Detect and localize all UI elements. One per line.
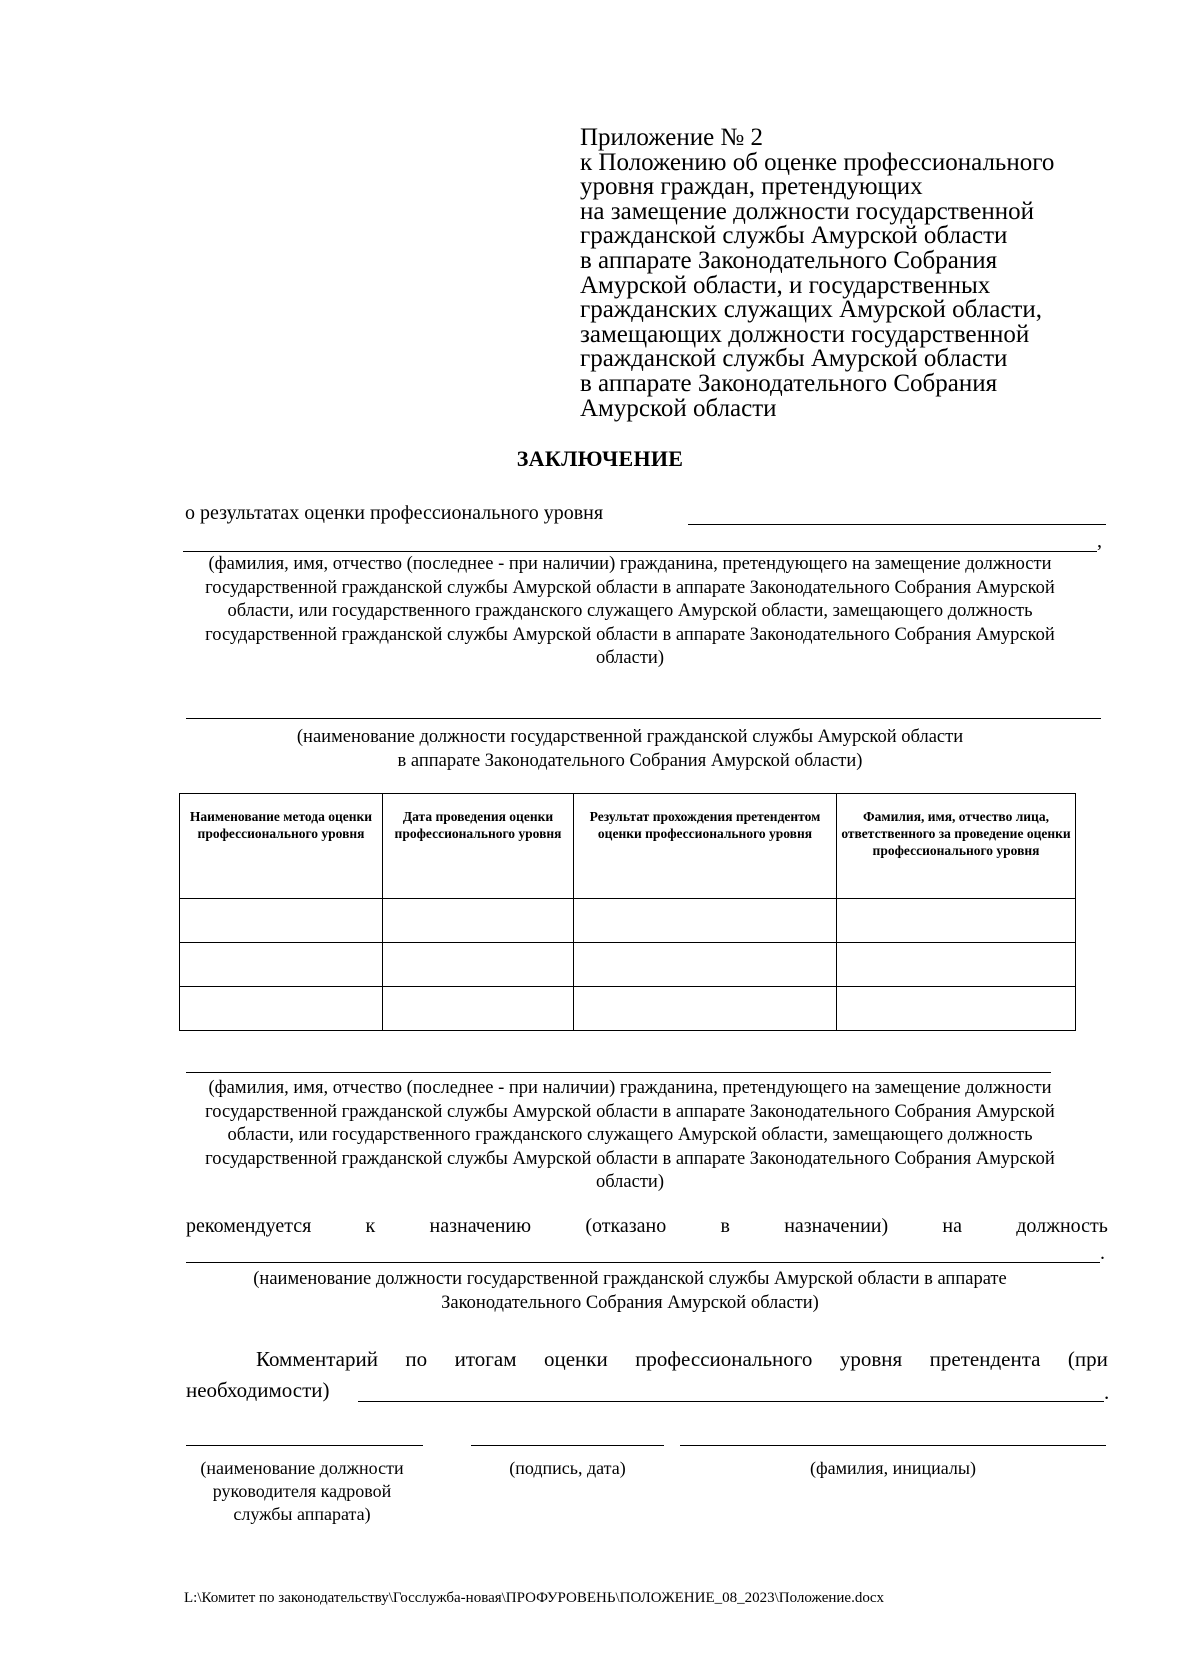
table-cell[interactable] bbox=[383, 943, 574, 987]
signatory-position-caption bbox=[182, 1457, 422, 1526]
caption-line: в аппарате Законодательного Собрания Амурской области) bbox=[397, 750, 863, 771]
table-cell[interactable] bbox=[180, 943, 383, 987]
appendix-line: Амурской области bbox=[580, 394, 777, 422]
caption-line: (наименование должности государственной гражданской службы Амурской области bbox=[296, 727, 964, 747]
comment-word: Комментарий bbox=[256, 1347, 378, 1371]
caption-line: области, или государственного гражданского служащего Амурской области, замещающего должность bbox=[227, 1125, 1033, 1145]
candidate-caption-top bbox=[160, 553, 1100, 671]
signatory-name-line[interactable] bbox=[680, 1445, 1106, 1446]
comment-line bbox=[256, 1347, 1108, 1372]
table-cell[interactable] bbox=[837, 943, 1076, 987]
table-row bbox=[180, 987, 1076, 1031]
candidate-name-field-line-2[interactable] bbox=[183, 551, 1097, 552]
recommendation-line bbox=[186, 1215, 1108, 1238]
caption-line: Законодательного Собрания Амурской области) bbox=[441, 1292, 819, 1313]
appendix-line: к Положению об оценке профессионального bbox=[580, 148, 1055, 176]
candidate-name-field-line[interactable] bbox=[688, 524, 1106, 525]
table-row bbox=[180, 899, 1076, 943]
trailing-comma: , bbox=[1097, 530, 1102, 552]
caption-line: (фамилия, имя, отчество (последнее - при наличии) гражданина, претендующего на замещение должности bbox=[208, 1078, 1052, 1098]
table-cell[interactable] bbox=[383, 899, 574, 943]
appendix-line: в аппарате Законодательного Собрания bbox=[580, 246, 998, 274]
document-title: ЗАКЛЮЧЕНИЕ bbox=[516, 446, 684, 471]
table-cell[interactable] bbox=[837, 899, 1076, 943]
comment-word: (при bbox=[1067, 1347, 1108, 1371]
caption-line: службы аппарата) bbox=[233, 1504, 371, 1524]
comment-word: уровня bbox=[839, 1347, 903, 1371]
comment-field-line[interactable] bbox=[358, 1401, 1104, 1402]
caption-line: руководителя кадровой bbox=[212, 1481, 392, 1501]
candidate-caption-bottom bbox=[160, 1077, 1100, 1195]
comment-word: профессионального bbox=[635, 1347, 813, 1371]
appendix-line: гражданской службы Амурской области bbox=[580, 222, 1008, 250]
position-caption-top bbox=[160, 726, 1100, 773]
caption-line: области) bbox=[595, 1172, 664, 1192]
caption-line: области, или государственного гражданского служащего Амурской области, замещающего должность bbox=[227, 601, 1033, 621]
recommendation-word: назначении) bbox=[784, 1215, 889, 1237]
appendix-line: гражданской службы Амурской области bbox=[580, 345, 1008, 373]
comment-word: итогам bbox=[454, 1347, 517, 1371]
comment-word: по bbox=[405, 1347, 428, 1371]
table-cell[interactable] bbox=[574, 987, 837, 1031]
caption-line: области) bbox=[595, 648, 664, 668]
table-cell[interactable] bbox=[574, 899, 837, 943]
table-header-row bbox=[180, 794, 1076, 899]
comment-word: оценки bbox=[543, 1347, 608, 1371]
caption-line: государственной гражданской службы Амурской области в аппарате Законодательного Собрания Амурской bbox=[205, 1148, 1055, 1169]
appendix-line: уровня граждан, претендующих bbox=[580, 173, 923, 201]
position-field-line[interactable] bbox=[186, 718, 1101, 719]
appendix-line: в аппарате Законодательного Собрания bbox=[580, 369, 998, 397]
footer-file-path: L:\Комитет по законодательству\Госслужба-новая\ПРОФУРОВЕНЬ\ПОЛОЖЕНИЕ_08_2023\Положение.docx bbox=[184, 1590, 884, 1606]
column-header-result: Результат прохождения претендентом оценки профессионального уровня bbox=[574, 794, 837, 899]
recommendation-word: рекомендуется bbox=[186, 1215, 312, 1237]
comment-label: необходимости) bbox=[186, 1378, 330, 1402]
recommendation-word: назначению bbox=[429, 1215, 532, 1237]
recommendation-word: в bbox=[720, 1215, 730, 1237]
appendix-line: на замещение должности государственной bbox=[580, 197, 1035, 225]
comment-trailing-period: . bbox=[1104, 1380, 1110, 1404]
appendix-line: Приложение № 2 bbox=[580, 124, 764, 151]
table-cell[interactable] bbox=[837, 987, 1076, 1031]
recommendation-word: (отказано bbox=[585, 1215, 667, 1237]
caption-line: (фамилия, имя, отчество (последнее - при наличии) гражданина, претендующего на замещение должности bbox=[208, 554, 1052, 574]
caption-line: государственной гражданской службы Амурской области в аппарате Законодательного Собрания Амурской bbox=[205, 624, 1055, 645]
appendix-line: Амурской области, и государственных bbox=[580, 271, 991, 299]
column-header-method: Наименование метода оценки профессионального уровня bbox=[180, 794, 383, 899]
recommendation-word: на bbox=[942, 1215, 962, 1237]
candidate-name-field-line-bottom[interactable] bbox=[186, 1072, 1051, 1073]
signature-caption: (подпись, дата) bbox=[509, 1458, 626, 1478]
signatory-position-line[interactable] bbox=[186, 1445, 423, 1446]
appendix-line: замещающих должности государственной bbox=[580, 320, 1030, 348]
comment-word: претендента bbox=[929, 1347, 1041, 1371]
appendix-header bbox=[580, 126, 1140, 421]
column-header-date: Дата проведения оценки профессионального уровня bbox=[383, 794, 574, 899]
caption-line: государственной гражданской службы Амурской области в аппарате Законодательного Собрания Амурской bbox=[205, 577, 1055, 598]
recommendation-word: к bbox=[365, 1215, 376, 1237]
table-row bbox=[180, 943, 1076, 987]
table-cell[interactable] bbox=[180, 899, 383, 943]
assessment-results-table bbox=[179, 793, 1076, 1031]
caption-line: (наименование должности государственной гражданской службы Амурской области в аппарате bbox=[253, 1269, 1007, 1289]
position-caption-bottom bbox=[160, 1268, 1100, 1315]
appendix-line: гражданских служащих Амурской области, bbox=[580, 296, 1042, 324]
caption-line: (наименование должности bbox=[200, 1458, 404, 1478]
table-cell[interactable] bbox=[180, 987, 383, 1031]
trailing-period: . bbox=[1100, 1242, 1105, 1264]
table-cell[interactable] bbox=[574, 943, 837, 987]
column-header-responsible: Фамилия, имя, отчество лица, ответственного за проведение оценки профессионального уровня bbox=[837, 794, 1076, 899]
caption-line: государственной гражданской службы Амурской области в аппарате Законодательного Собрания Амурской bbox=[205, 1101, 1055, 1122]
table-cell[interactable] bbox=[383, 987, 574, 1031]
intro-label: о результатах оценки профессионального уровня bbox=[185, 502, 604, 524]
recommendation-word: должность bbox=[1016, 1215, 1108, 1237]
recommended-position-field-line[interactable] bbox=[186, 1262, 1100, 1263]
signature-line[interactable] bbox=[471, 1445, 664, 1446]
signatory-name-caption: (фамилия, инициалы) bbox=[810, 1458, 976, 1478]
